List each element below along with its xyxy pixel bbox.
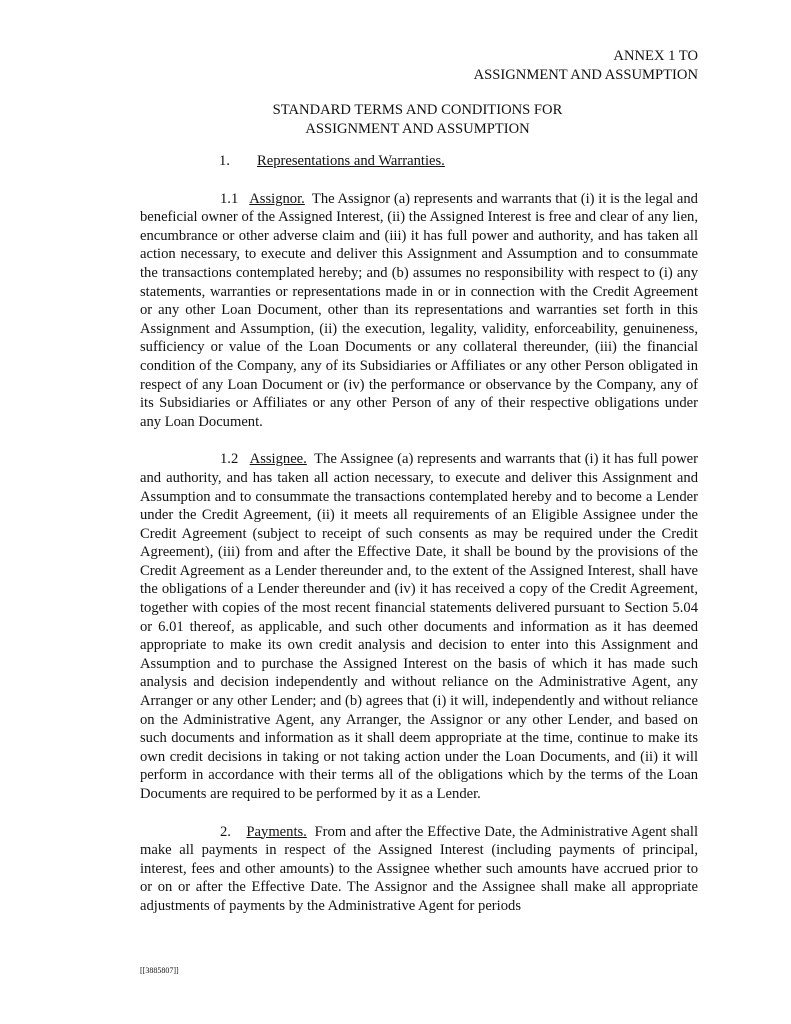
section-2-heading: Payments. — [246, 823, 307, 840]
section-1-2-text: The Assignee (a) represents and warrants that (i) it has full power and authority, and has taken all action necessary, to execute and deliver this Assignment and Assumption and to consummate the transactions contemplated hereby and to become a Lender under the Credit Agreement, (ii) it meets all requirements of an Eligible Assignee under the Credit Agreement (subject to receipt of such consents as may be required under the Credit Agreement), (iii) from and after the Effective Date, it shall be bound by the provisions of the Credit Agreement as a Lender thereunder and, to the extent of the Assigned Interest, shall have the obligations of a Lender thereunder and (iv) it has received a copy of the Credit Agreement, together with copies of the most recent financial statements delivered pursuant to Section 5.04 or 6.01 thereof, as applicable, and such other documents and information as it has deemed appropriate to make its own credit analysis and decision to enter into this Assignment and Assumption and to purchase the Assigned Interest on the basis of which it has made such analysis and decision independently and without reliance on the Administrative Agent, any Arranger or any other Lender; and (b) agrees that (i) it will, independently and without reliance on the Administrative Agent, any Arranger, the Assignor or any other Lender, and based on such documents and information as it shall deem appropriate at the time, continue to make its own credit decisions in taking or not taking action under the Loan Documents, and (ii) it will perform in accordance with their terms all of the obligations which by the terms of the Loan Documents are required to be performed by it as a Lender. — [140, 451, 698, 802]
section-2-number: 2. — [220, 823, 231, 840]
section-1-2-heading: Assignee. — [249, 451, 307, 468]
section-1-heading — [140, 152, 698, 171]
section-1-title: Representations and Warranties. — [257, 153, 445, 169]
document-title — [0, 101, 791, 138]
annex-line-1: ANNEX 1 TO — [613, 48, 698, 64]
section-1-2-number: 1.2 — [220, 451, 239, 468]
section-1-1-text: The Assignor (a) represents and warrants that (i) it is the legal and beneficial owner of the Assigned Interest, (ii) the Assigned Interest is free and clear of any lien, encumbrance or other adverse claim and (iii) it has full power and authority, and has taken all action necessary, to execute and deliver this Assignment and Assumption and to consummate the transactions contemplated hereby; and (b) assumes no responsibility with respect to (i) any statements, warranties or representations made in or in connection with the Credit Agreement or any other Loan Document, other than its representations and warranties set forth in this Assignment and Assumption, (ii) the execution, legality, validity, enforceability, genuineness, sufficiency or value of the Loan Documents or any collateral thereunder, (iii) the financial condition of the Company, any of its Subsidiaries or Affiliates or any other Person obligated in respect of any Loan Document or (iv) the performance or observance by the Company, any of its Subsidiaries or Affiliates or any other Person of any of their respective obligations under any Loan Document. — [140, 190, 698, 430]
section-1-number: 1. — [219, 153, 230, 169]
title-line-2: ASSIGNMENT AND ASSUMPTION — [305, 120, 530, 137]
section-1-2-paragraph — [140, 450, 698, 803]
annex-header — [474, 47, 698, 84]
annex-line-2: ASSIGNMENT AND ASSUMPTION — [473, 66, 698, 83]
title-line-1: STANDARD TERMS AND CONDITIONS FOR — [272, 102, 563, 118]
section-1-1-heading: Assignor. — [249, 190, 305, 207]
section-1-1-number: 1.1 — [220, 190, 239, 207]
document-body — [140, 152, 698, 935]
section-1-1-paragraph — [140, 190, 698, 432]
section-2-paragraph — [140, 823, 698, 916]
section-2-text: From and after the Effective Date, the Administrative Agent shall make all payments in respect of the Assigned Interest (including payments of principal, interest, fees and other amounts) to the Assignee whether such amounts have accrued prior to or on or after the Effective Date. The Assignor and the Assignee shall make all appropriate adjustments of payments by the Administrative Agent for periods — [140, 823, 699, 914]
document-id-footer: [[3885807]] — [140, 966, 179, 975]
